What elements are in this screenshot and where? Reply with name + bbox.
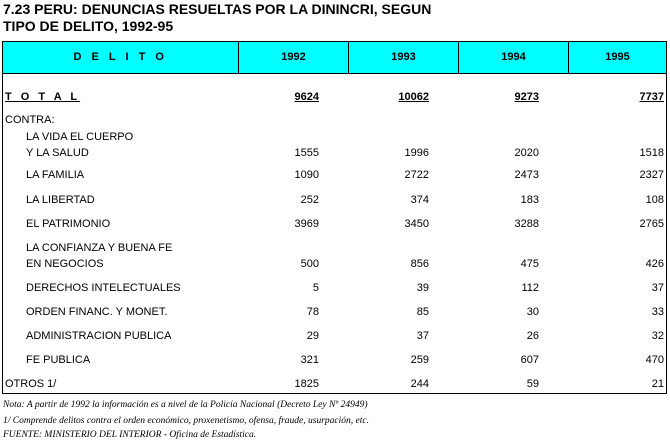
cell-1994: 2473 (514, 169, 539, 181)
note-text: Nota: A partir de 1992 la información es a nivel de la Policía Nacional (Decreto Ley Nº 24949) (3, 400, 368, 410)
otros-1994: 59 (526, 378, 539, 390)
cell-1994: 475 (520, 258, 539, 270)
cell-1994: 30 (526, 306, 539, 318)
cell-1992: 29 (306, 330, 319, 342)
cell-1993: 3450 (404, 218, 429, 230)
header-1995: 1995 (568, 42, 666, 73)
cell-1994: 112 (521, 282, 539, 294)
cell-1993: 85 (416, 306, 429, 318)
cell-1993: 259 (410, 354, 429, 366)
row-label: LA LIBERTAD (26, 194, 95, 206)
source-text: FUENTE: MINISTERIO DEL INTERIOR - Oficina de Estadística. (3, 430, 257, 440)
total-1993: 10062 (398, 91, 429, 103)
row-label: LA VIDA EL CUERPO (26, 131, 134, 143)
page-title: 7.23 PERU: DENUNCIAS RESUELTAS POR LA DININCRI, SEGUN (3, 1, 432, 17)
cell-1995: 37 (651, 282, 664, 294)
row-label: LA CONFIANZA Y BUENA FE (26, 242, 173, 254)
cell-1994: 26 (526, 330, 539, 342)
total-1994: 9273 (514, 91, 539, 103)
cell-1992: 500 (300, 258, 319, 270)
total-1992: 9624 (294, 91, 319, 103)
footnote-text: 1/ Comprende delitos contra el orden económico, proxenetismo, ofensa, fraude, usurpación, etc. (3, 416, 369, 426)
otros-1995: 21 (651, 378, 664, 390)
cell-1994: 3288 (514, 218, 539, 230)
otros-label: OTROS 1/ (5, 378, 57, 390)
cell-1992: 252 (300, 194, 319, 206)
cell-1992: 321 (300, 354, 319, 366)
cell-1995: 32 (651, 330, 664, 342)
page-subtitle: TIPO DE DELITO, 1992-95 (3, 18, 174, 34)
cell-1992: 5 (312, 282, 319, 294)
row-label: EL PATRIMONIO (26, 218, 111, 230)
cell-1995: 108 (645, 194, 664, 206)
cell-1992: 3969 (294, 218, 319, 230)
cell-1994: 2020 (514, 147, 539, 159)
header-delito: D E L I T O (73, 51, 168, 63)
cell-1995: 2765 (639, 218, 664, 230)
total-1995: 7737 (639, 91, 664, 103)
cell-1993: 39 (416, 282, 429, 294)
cell-1993: 374 (410, 194, 429, 206)
row-label: EN NEGOCIOS (26, 258, 104, 270)
data-table (2, 41, 667, 394)
otros-1992: 1825 (294, 378, 319, 390)
table-header (3, 42, 666, 74)
cell-1995: 2327 (639, 169, 664, 181)
cell-1995: 426 (645, 258, 664, 270)
header-1994: 1994 (458, 42, 568, 73)
cell-1993: 1996 (404, 147, 429, 159)
cell-1992: 1090 (294, 169, 319, 181)
cell-1995: 33 (651, 306, 664, 318)
row-label: FE PUBLICA (26, 354, 91, 366)
row-label: Y LA SALUD (26, 147, 89, 159)
header-1993: 1993 (348, 42, 458, 73)
cell-1992: 1555 (294, 147, 319, 159)
cell-1993: 37 (416, 330, 429, 342)
row-label: ORDEN FINANC. Y MONET. (26, 306, 168, 318)
otros-1993: 244 (410, 378, 429, 390)
cell-1994: 607 (520, 354, 539, 366)
cell-1992: 78 (306, 306, 319, 318)
total-label: T O T A L (5, 91, 81, 103)
cell-1993: 2722 (404, 169, 429, 181)
contra-label: CONTRA: (5, 114, 55, 126)
cell-1995: 470 (645, 354, 664, 366)
cell-1995: 1518 (639, 147, 664, 159)
row-label: LA FAMILIA (26, 169, 85, 181)
cell-1993: 856 (410, 258, 429, 270)
row-label: ADMINISTRACION PUBLICA (26, 330, 172, 342)
cell-1994: 183 (520, 194, 539, 206)
row-label: DERECHOS INTELECTUALES (26, 282, 181, 294)
header-1992: 1992 (238, 42, 348, 73)
